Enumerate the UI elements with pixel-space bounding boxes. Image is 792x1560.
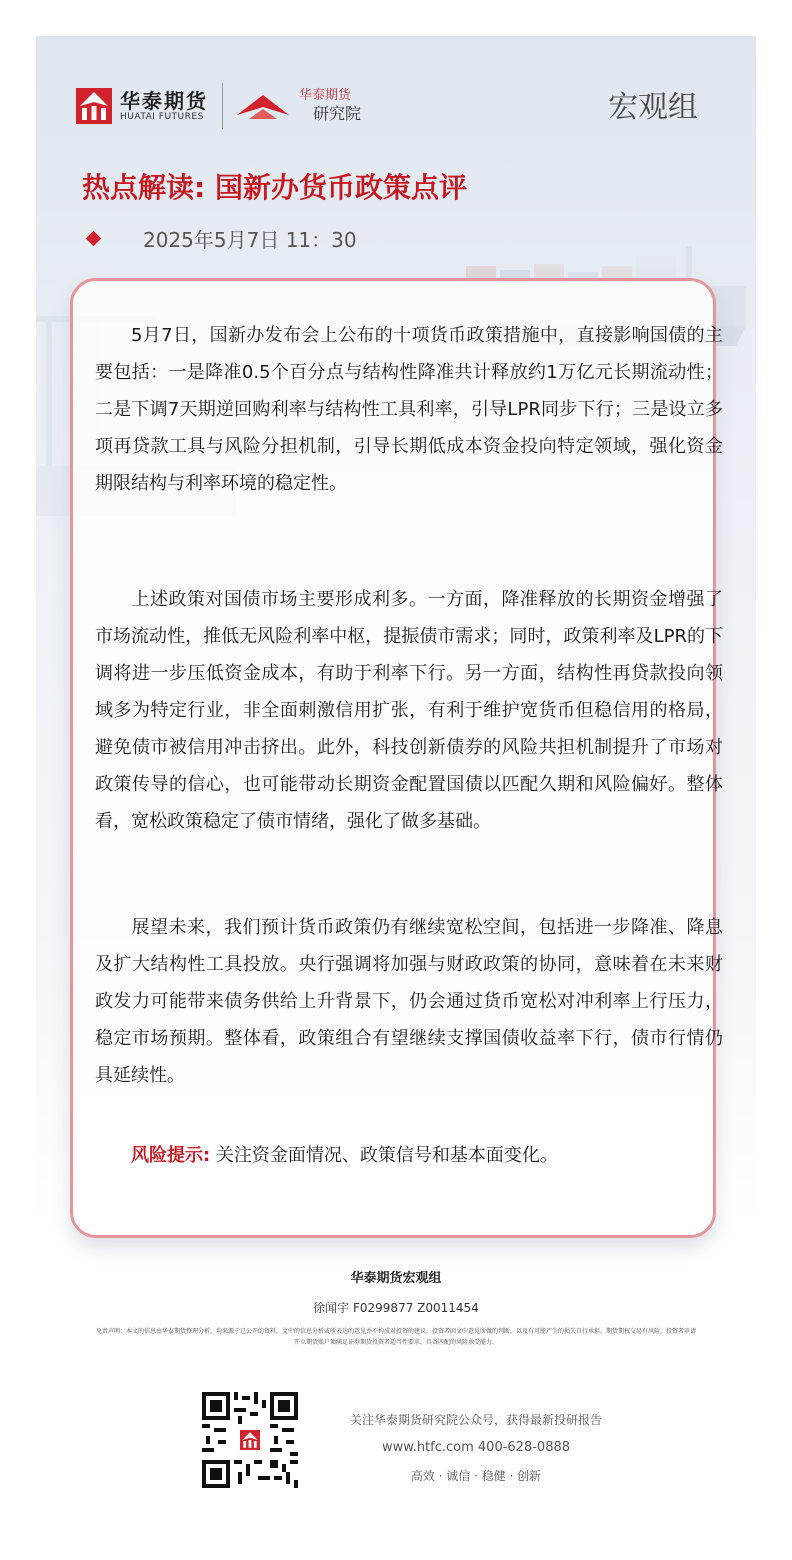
footer-org: 华泰期货宏观组 [350, 1271, 442, 1286]
footer-author: 徐闻宇 F0299877 Z0011454 [313, 1301, 479, 1315]
publish-date: 2025年5月7日 11：30 [143, 228, 357, 252]
institute-name-top: 华泰期货 [299, 88, 352, 103]
risk-text: 关注资金面情况、政策信号和基本面变化。 [210, 1145, 558, 1166]
article-card [70, 278, 723, 1238]
article-title: 热点解读: 国新办货币政策点评 [82, 171, 467, 204]
contact-line-1: 关注华泰期货研究院公众号，获得最新投研报告 [349, 1413, 602, 1427]
qr-center-logo [238, 1428, 262, 1452]
contact-info [336, 1406, 616, 1490]
huatai-logo-icon [76, 88, 112, 124]
risk-warning [95, 1137, 723, 1174]
brand-logo-group [76, 76, 361, 136]
paragraph-text: 5月7日，国新办发布会上公布的十项货币政策措施中，直接影响国债的主要包括：一是降准0.5个百分点与结构性降准共计释放约1万亿元长期流动性；二是下调7天期逆回购利率与结构性工具利率，引导LPR同步下行；三是设立多项再贷款工具与风险分担机制，引导长期低成本资金投向特定领域，强化资金期限结构与利率环境的稳定性。 [95, 325, 723, 494]
paragraph-text: 展望未来，我们预计货币政策仍有继续宽松空间，包括进一步降准、降息及扩大结构性工具投放。央行强调将加强与财政政策的协同，意味着在未来财政发力可能带来债务供给上升背景下，仍会通过货币宽松对冲利率上行压力，稳定市场预期。整体看，政策组合有望继续支撑国债收益率下行，债市行情仍具延续性。 [95, 917, 723, 1086]
article-paragraph-3 [95, 909, 723, 1094]
institute-logo-icon [235, 89, 291, 123]
paragraph-text: 上述政策对国债市场主要形成利多。一方面，降准释放的长期资金增强了市场流动性，推低无风险利率中枢，提振债市需求；同时，政策利率及LPR的下调将进一步压低资金成本，有助于利率下行。另一方面，结构性再贷款投向领域多为特定行业，非全面刺激信用扩张，有利于维护宽货币但稳信用的格局，避免债市被信用冲击挤出。此外，科技创新债券的风险共担机制提升了市场对政策传导的信心，也可能带动长期资金配置国债以匹配久期和风险偏好。整体看，宽松政策稳定了债市情绪，强化了做多基础。 [95, 589, 723, 832]
disclaimer: 免责声明：本文的信息由华泰期货整理分析，均来源于已公开的资料，文中的信息分析或所表达的意见并不构成对投资的建议，投资者因文中意见所做的判断，以及有可能产生的损失自行承担。期货期权交易有风险，投资者申请开立期货账户须满足证券期货投资者适当性要求，具备匹配的风险承受能力。 [96, 1328, 697, 1346]
diamond-bullet-icon [86, 231, 102, 247]
brand-name-cn: 华泰期货 [120, 89, 208, 113]
risk-label: 风险提示: [131, 1145, 211, 1166]
group-label: 宏观组 [608, 90, 698, 125]
article-paragraph-1 [95, 317, 723, 502]
qr-code[interactable] [202, 1392, 298, 1488]
contact-line-2[interactable]: www.htfc.com 400-628-0888 [381, 1440, 571, 1455]
brand-name-en: HUATAI FUTURES [120, 112, 204, 122]
institute-name-bottom: 研究院 [313, 104, 362, 123]
poster [36, 36, 756, 1524]
article-paragraph-2 [95, 581, 723, 840]
date-row [84, 224, 357, 253]
logo-divider [222, 83, 223, 129]
huatai-logo-icon [240, 1430, 260, 1450]
contact-line-3: 高效 · 诚信 · 稳健 · 创新 [410, 1469, 542, 1483]
